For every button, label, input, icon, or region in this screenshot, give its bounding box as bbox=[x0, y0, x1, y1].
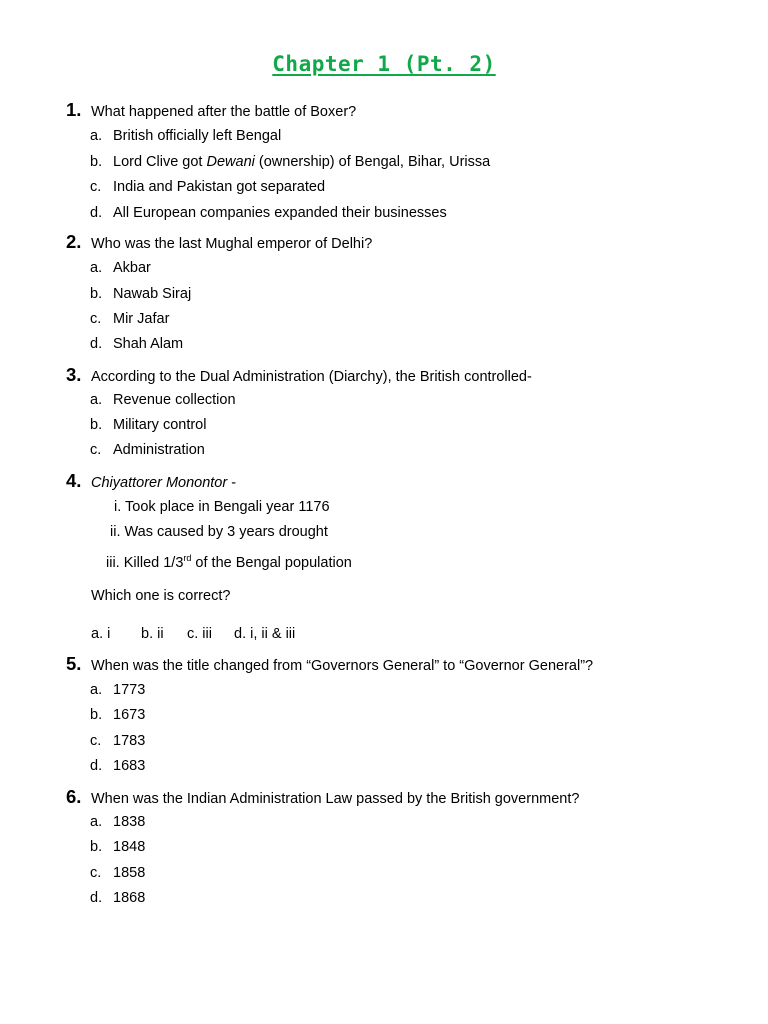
question-number: 2. bbox=[66, 231, 82, 252]
question-number: 1. bbox=[66, 99, 82, 120]
option-3c: c. Administration bbox=[90, 442, 205, 458]
option-6c: c. 1858 bbox=[90, 865, 146, 881]
question-number: 4. bbox=[66, 470, 82, 491]
question-text: According to the Dual Administration (Diarchy), the British controlled- bbox=[91, 369, 532, 385]
page-title: Chapter 1 (Pt. 2) bbox=[272, 52, 496, 76]
option-1c: c. India and Pakistan got separated bbox=[90, 179, 326, 195]
question-text: What happened after the battle of Boxer? bbox=[91, 104, 357, 120]
option-4c: c. iii bbox=[187, 626, 212, 642]
statement-iii: iii. Killed 1/3rd of the Bengal population bbox=[106, 553, 352, 571]
question-3 bbox=[66, 366, 532, 386]
option-1b: b. Lord Clive got Dewani (ownership) of Bengal, Bihar, Urissa bbox=[90, 154, 491, 170]
question-number: 5. bbox=[66, 653, 82, 674]
option-5b: b. 1673 bbox=[90, 707, 146, 723]
option-6b: b. 1848 bbox=[90, 839, 146, 855]
option-4a: a. i bbox=[91, 626, 111, 642]
question-4-options bbox=[91, 625, 295, 643]
question-4-prompt: Which one is correct? bbox=[91, 588, 231, 604]
option-4b: b. ii bbox=[141, 626, 164, 642]
question-5 bbox=[66, 655, 593, 675]
option-2d: d. Shah Alam bbox=[90, 336, 184, 352]
option-1a: a. British officially left Bengal bbox=[90, 128, 282, 144]
option-1d: d. All European companies expanded their businesses bbox=[90, 205, 447, 221]
option-3b: b. Military control bbox=[90, 417, 207, 433]
question-2 bbox=[66, 233, 372, 253]
question-text: When was the title changed from “Governors General” to “Governor General”? bbox=[91, 658, 594, 674]
option-2a: a. Akbar bbox=[90, 260, 151, 276]
option-4d: d. i, ii & iii bbox=[234, 626, 296, 642]
option-5c: c. 1783 bbox=[90, 733, 146, 749]
option-6a: a. 1838 bbox=[90, 814, 146, 830]
question-4: 4. Chiyattorer Monontor - bbox=[66, 470, 237, 491]
option-2b: b. Nawab Siraj bbox=[90, 286, 192, 302]
question-text: Who was the last Mughal emperor of Delhi? bbox=[91, 236, 373, 252]
question-text: Chiyattorer Monontor bbox=[91, 475, 228, 491]
statement-i: i. Took place in Bengali year 1176 bbox=[114, 499, 330, 515]
question-6 bbox=[66, 788, 579, 808]
question-number: 3. bbox=[66, 364, 82, 385]
option-6d: d. 1868 bbox=[90, 890, 146, 906]
option-2c: c. Mir Jafar bbox=[90, 311, 170, 327]
statement-ii: ii. Was caused by 3 years drought bbox=[110, 524, 328, 540]
question-1 bbox=[66, 101, 356, 121]
option-5d: d. 1683 bbox=[90, 758, 146, 774]
question-number: 6. bbox=[66, 786, 82, 807]
option-5a: a. 1773 bbox=[90, 682, 146, 698]
question-text: When was the Indian Administration Law passed by the British government? bbox=[91, 791, 580, 807]
option-3a: a. Revenue collection bbox=[90, 392, 236, 408]
